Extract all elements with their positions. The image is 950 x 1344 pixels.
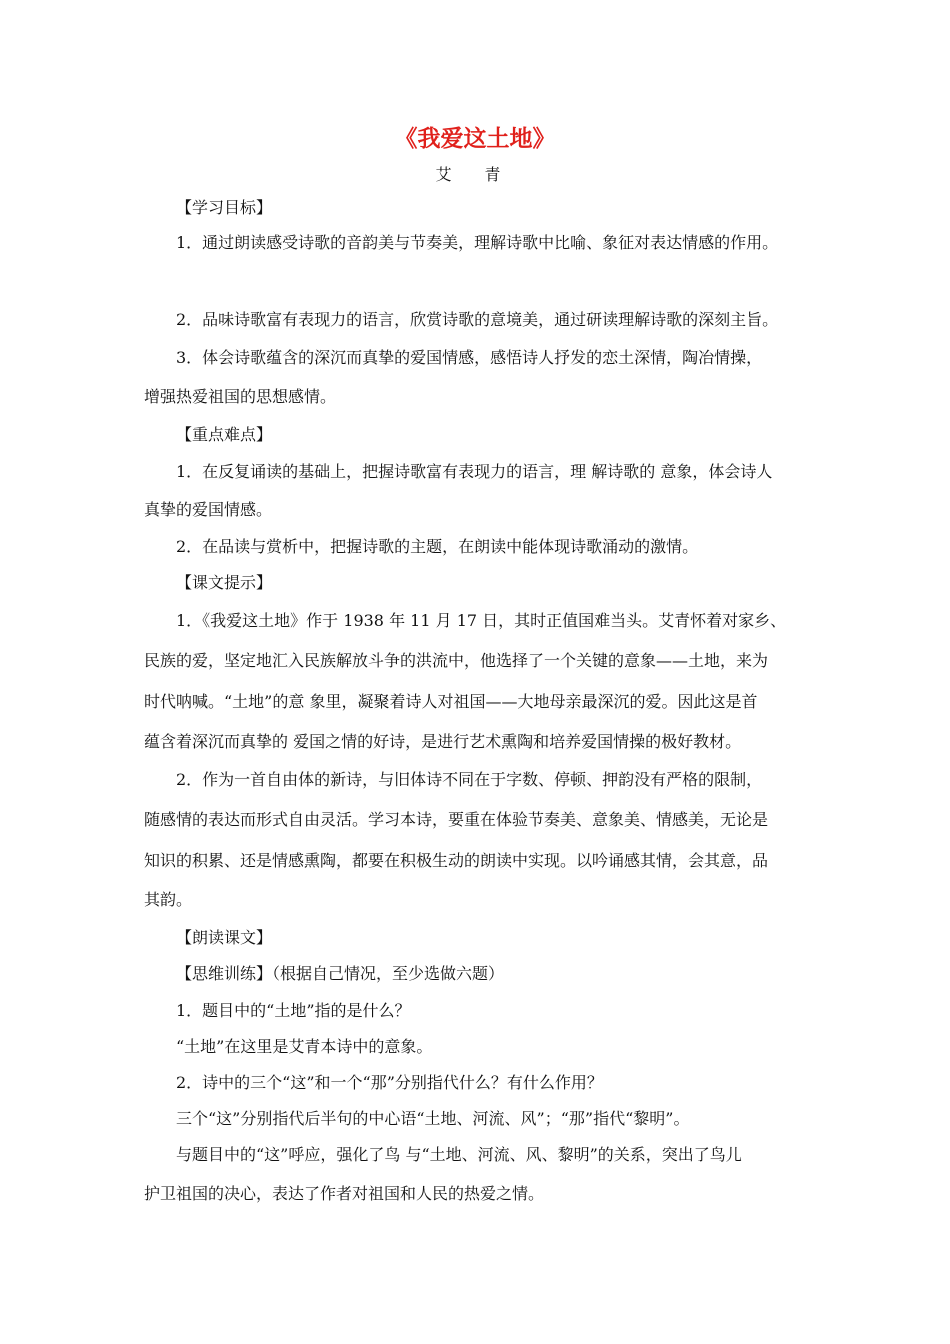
goal-item: 2．品味诗歌富有表现力的语言，欣赏诗歌的意境美，通过研读理解诗歌的深刻主旨。	[176, 310, 779, 329]
tip-paragraph-line: 蕴含着深沉而真挚的 爱国之情的好诗，是进行艺术熏陶和培养爱国情操的极好教材。	[144, 732, 742, 751]
goal-item-continued: 增强热爱祖国的思想感情。	[144, 387, 337, 406]
key-point-item-continued: 真挚的爱国情感。	[144, 500, 273, 519]
section-header-text-tips: 【课文提示】	[176, 573, 273, 592]
tip-paragraph-line: 1．《我爱这土地》作于 1938 年 11 月 17 日，其时正值国难当头。艾青怀着对家乡、	[176, 611, 787, 630]
tip-paragraph-line: 2．作为一首自由体的新诗，与旧体诗不同在于字数、停顿、押韵没有严格的限制，	[176, 770, 763, 789]
thinking-header-note: （根据自己情况，至少选做六题）	[272, 964, 505, 983]
tip-paragraph-line: 知识的积累、还是情感熏陶，都要在积极生动的朗读中实现。以吟诵感其情，会其意，品	[144, 851, 769, 870]
goal-item: 1．通过朗读感受诗歌的音韵美与节奏美，理解诗歌中比喻、象征对表达情感的作用。	[176, 233, 779, 252]
section-header-key-points: 【重点难点】	[176, 425, 273, 444]
section-header-reading: 【朗读课文】	[176, 928, 273, 947]
question-item: 1．题目中的“土地”指的是什么？	[176, 1001, 411, 1020]
goal-item: 3．体会诗歌蕴含的深沉而真挚的爱国情感，感悟诗人抒发的恋土深情，陶冶情操，	[176, 348, 763, 367]
answer-item-continued: 护卫祖国的决心，表达了作者对祖国和人民的热爱之情。	[144, 1184, 545, 1203]
document-title: 《我爱这土地》	[394, 126, 556, 152]
tip-paragraph-line: 时代呐喊。“土地”的意 象里，凝聚着诗人对祖国——大地母亲最深沉的爱。因此这是首	[144, 692, 758, 711]
answer-item: 与题目中的“这”呼应，强化了鸟 与“土地、河流、风、黎明”的关系，突出了鸟儿	[176, 1145, 742, 1164]
section-header-thinking	[176, 964, 504, 984]
tip-paragraph-line: 民族的爱，坚定地汇入民族解放斗争的洪流中，他选择了一个关键的意象——土地，来为	[144, 651, 769, 670]
tip-paragraph-line: 其韵。	[144, 890, 193, 909]
answer-item: “土地”在这里是艾青本诗中的意象。	[176, 1037, 433, 1056]
key-point-item: 1．在反复诵读的基础上，把握诗歌富有表现力的语言，理 解诗歌的 意象，体会诗人	[176, 462, 773, 481]
answer-item: 三个“这”分别指代后半句的中心语“土地、河流、风”；“那”指代“黎明”。	[176, 1109, 690, 1128]
tip-paragraph-line: 随感情的表达而形式自由灵活。学习本诗，要重在体验节奏美、意象美、情感美，无论是	[144, 810, 769, 829]
thinking-header-label: 【思维训练】	[176, 964, 273, 983]
question-item: 2．诗中的三个“这”和一个“那”分别指代什么？有什么作用？	[176, 1073, 603, 1092]
author-name: 艾 青	[435, 165, 515, 184]
key-point-item: 2．在品读与赏析中，把握诗歌的主题，在朗读中能体现诗歌涌动的激情。	[176, 537, 699, 556]
section-header-goals: 【学习目标】	[176, 198, 273, 217]
